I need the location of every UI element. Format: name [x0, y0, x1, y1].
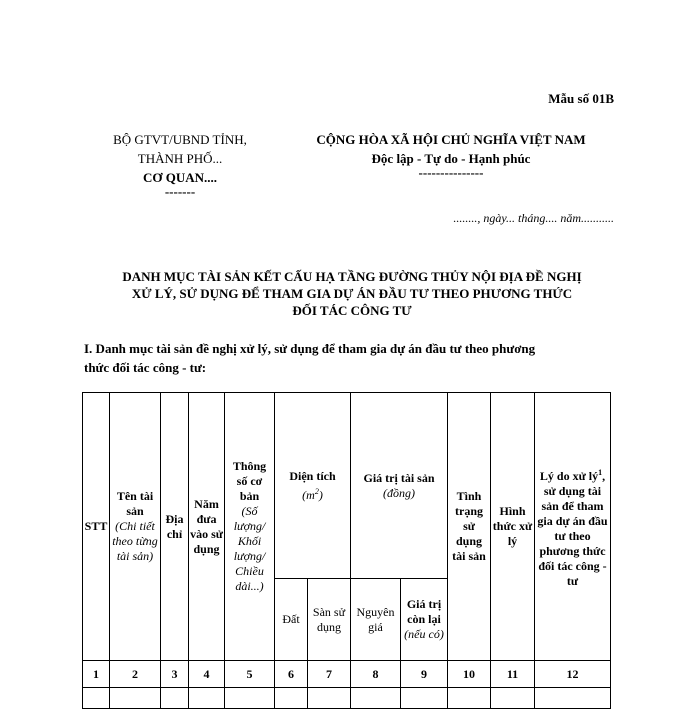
column-number: 5 [225, 661, 275, 688]
column-number: 12 [535, 661, 611, 688]
table-cell[interactable] [535, 688, 611, 709]
header-reason [535, 393, 611, 661]
column-number-row [83, 661, 611, 688]
national-title: CỘNG HÒA XÃ HỘI CHỦ NGHĨA VIỆT NAM [316, 132, 586, 147]
column-number: 3 [161, 661, 189, 688]
title-line-3: ĐỐI TÁC CÔNG TƯ [292, 303, 412, 318]
section-heading [84, 339, 620, 377]
column-number: 6 [275, 661, 308, 688]
header-handling-method: Hình thức xử lý [491, 393, 535, 661]
column-number: 11 [491, 661, 535, 688]
date-line: ........, ngày... tháng.... năm........... [453, 211, 614, 225]
title-line-2: XỬ LÝ, SỬ DỤNG ĐỂ THAM GIA DỰ ÁN ĐẦU TƯ THEO PHƯƠNG THỨC [131, 286, 573, 301]
asset-table [82, 392, 611, 709]
header-asset-value [351, 393, 448, 579]
agency-divider: ------- [164, 184, 196, 199]
header-residual-note: (nếu có) [404, 627, 444, 641]
column-number: 2 [110, 661, 161, 688]
table-cell[interactable] [401, 688, 448, 709]
table-row [83, 688, 611, 709]
header-asset-name-note: (Chi tiết theo từng tài sản) [112, 519, 158, 563]
issuing-agency-block [88, 130, 272, 197]
header-reason-label: Lý do xử lý [539, 468, 599, 483]
header-row-1 [83, 393, 611, 579]
header-area-unit [276, 484, 349, 503]
header-specs-label: Thông số cơ bản [232, 459, 267, 503]
header-asset-name-label: Tên tài sản [116, 489, 154, 518]
header-original-cost: Nguyên giá [351, 579, 401, 661]
header-asset-value-unit: (đồng) [383, 485, 415, 500]
area-unit-text: (m [302, 487, 315, 502]
national-divider: --------------- [418, 165, 484, 180]
header-usage-status: Tình trạng sử dụng tài sản [448, 393, 491, 661]
section-heading-line-1: I. Danh mục tài sản đề nghị xử lý, sử dụng để tham gia dự án đầu tư theo phương [84, 341, 536, 356]
table-cell[interactable] [351, 688, 401, 709]
table-cell[interactable] [161, 688, 189, 709]
column-number: 8 [351, 661, 401, 688]
table-cell[interactable] [110, 688, 161, 709]
section-heading-line-2: thức đối tác công - tư: [84, 360, 207, 375]
table-cell[interactable] [83, 688, 110, 709]
national-motto-block [286, 130, 616, 178]
table-cell[interactable] [189, 688, 225, 709]
table-cell[interactable] [275, 688, 308, 709]
agency-line-1: BỘ GTVT/UBND TỈNH, [113, 132, 247, 147]
header-reason-footnote: 1 [598, 467, 603, 477]
column-number: 7 [308, 661, 351, 688]
table-cell[interactable] [308, 688, 351, 709]
header-asset-name [110, 393, 161, 661]
agency-line-2: THÀNH PHỐ... [137, 151, 223, 166]
header-year-in-use: Năm đưa vào sử dụng [189, 393, 225, 661]
area-unit-sup: 2 [314, 486, 319, 496]
header-asset-value-label: Giá trị tài sản [363, 470, 435, 485]
header-residual-value [401, 579, 448, 661]
header-reason-rest: , sử dụng tài sản để tham gia dự án đầu tư theo phương thức đối tác công - tư [537, 468, 608, 588]
header-specs [225, 393, 275, 661]
header-address: Địa chỉ [161, 393, 189, 661]
table-cell[interactable] [491, 688, 535, 709]
header-area [275, 393, 351, 579]
title-line-1: DANH MỤC TÀI SẢN KẾT CẤU HẠ TẦNG ĐƯỜNG THỦY NỘI ĐỊA ĐỀ NGHỊ [122, 269, 582, 284]
form-number: Mẫu số 01B [548, 91, 614, 106]
header-area-label: Diện tích [289, 468, 336, 483]
column-number: 1 [83, 661, 110, 688]
column-number: 4 [189, 661, 225, 688]
national-motto: Độc lập - Tự do - Hạnh phúc [371, 151, 531, 166]
header-residual-label: Giá trị còn lại [406, 597, 442, 626]
area-unit-close: ) [318, 487, 323, 502]
column-number: 10 [448, 661, 491, 688]
document-title [84, 268, 620, 319]
agency-line-3: CƠ QUAN.... [142, 170, 218, 185]
column-number: 9 [401, 661, 448, 688]
header-specs-note: (Số lượng/ Khối lượng/ Chiều dài...) [233, 504, 266, 593]
table-cell[interactable] [448, 688, 491, 709]
header-land: Đất [275, 579, 308, 661]
header-stt: STT [83, 393, 110, 661]
header-floor: Sàn sử dụng [308, 579, 351, 661]
table-cell[interactable] [225, 688, 275, 709]
